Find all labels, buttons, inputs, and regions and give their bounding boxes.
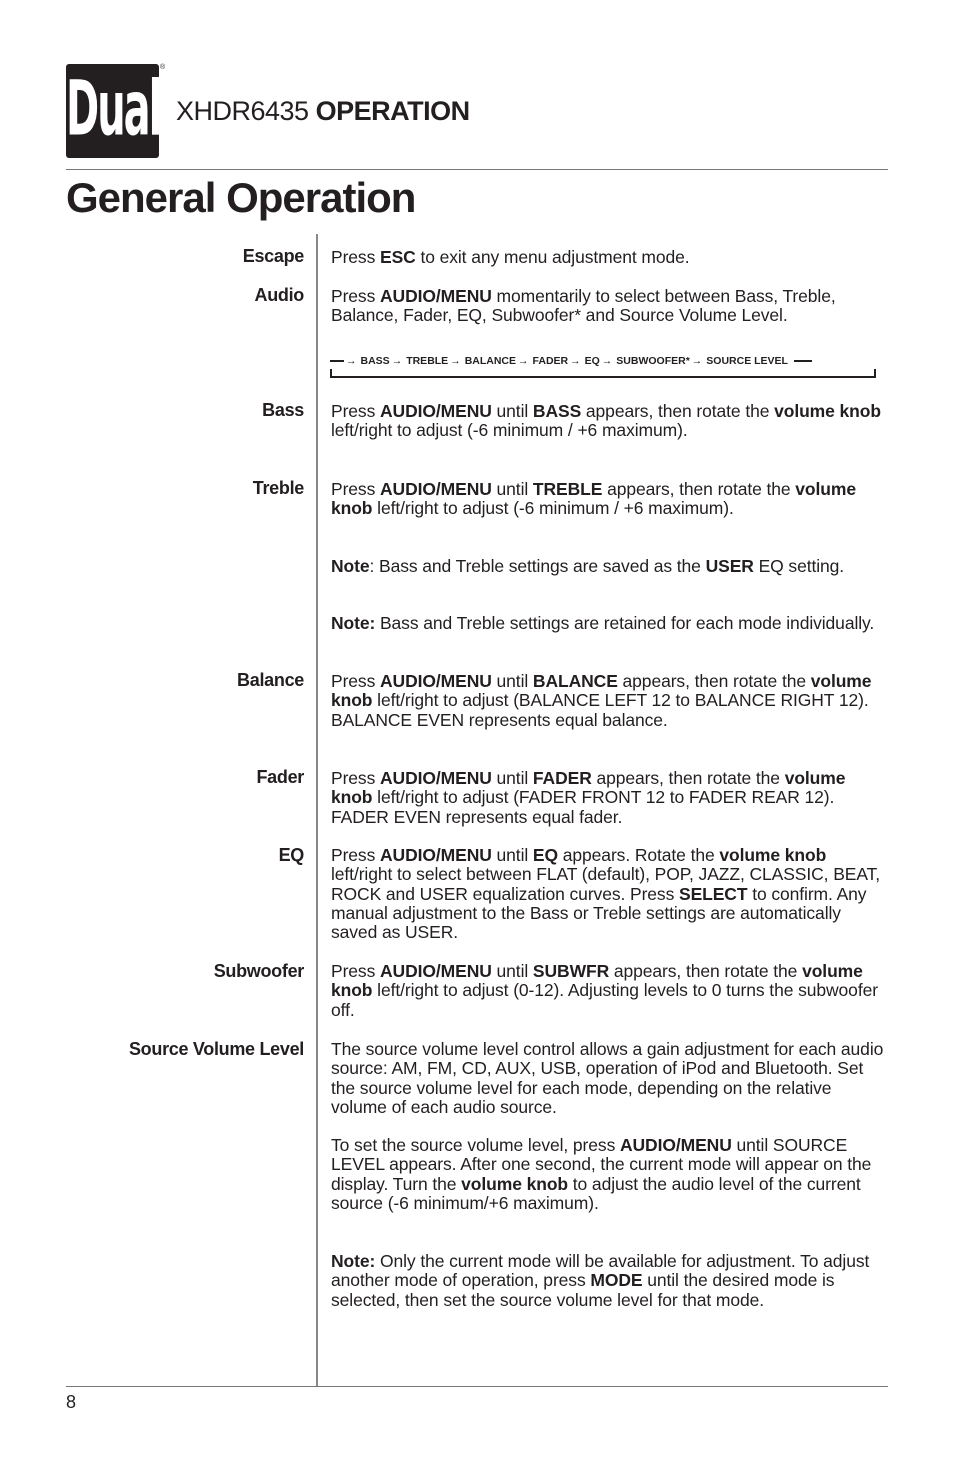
- footer-rule: [66, 1386, 888, 1387]
- arrow-right-icon: →: [518, 355, 529, 367]
- registered-mark: ®: [160, 64, 166, 71]
- subwoofer-text: Press AUDIO/MENU until SUBWFR appears, then rotate the volume knob left/right to adjust (0-12). Adjusting levels to 0 turns the subwoofer off.: [331, 961, 878, 1020]
- label-escape: Escape: [242, 246, 304, 266]
- source-volume-text: The source volume level control allows a gain adjustment for each audio source: AM, FM, CD, AUX, USB, operation of iPod and Bluetooth. Set the source volume level for each mode, depending on the relative volume of each audio source.: [331, 1039, 884, 1117]
- label-audio: Audio: [254, 285, 304, 305]
- audio-flow-diagram: [330, 353, 878, 369]
- label-source-volume-level: Source Volume Level: [128, 1039, 304, 1059]
- source-volume-instructions: To set the source volume level, press AUDIO/MENU until SOURCE LEVEL appears. After one second, the current mode will appear on the display. Turn the volume knob to adjust the audio level of the current source (-6 minimum/+6 maximum).: [331, 1135, 872, 1213]
- escape-text: Press ESC to exit any menu adjustment mode.: [331, 247, 690, 267]
- label-fader: Fader: [256, 767, 304, 787]
- flow-step: SOURCE LEVEL: [706, 355, 788, 367]
- label-treble: Treble: [252, 478, 304, 498]
- flow-step: BALANCE: [464, 355, 517, 367]
- treble-note-user-eq: Note: Bass and Treble settings are saved as the USER EQ setting.: [331, 556, 845, 576]
- arrow-right-icon: →: [691, 355, 703, 367]
- label-eq: EQ: [278, 845, 304, 865]
- page-number: 8: [66, 1392, 77, 1412]
- arrow-right-icon: →: [601, 355, 613, 367]
- header-rule: [66, 169, 888, 170]
- page-title: General Operation: [66, 174, 416, 221]
- eq-text: Press AUDIO/MENU until EQ appears. Rotate the volume knob left/right to select between FLAT (default), POP, JAZZ, CLASSIC, BEAT, ROCK and USER equalization curves. Press SELECT to confirm. Any manual adjustment to the Bass or Treble settings are automatically saved as USER.: [331, 845, 881, 943]
- flow-line-start: [330, 360, 344, 362]
- label-subwoofer: Subwoofer: [213, 961, 304, 981]
- source-volume-note: Note: Only the current mode will be available for adjustment. To adjust another mode of operation, press MODE until the desired mode is selected, then set the source volume level for that mode.: [331, 1251, 870, 1310]
- flow-step: EQ: [584, 355, 600, 367]
- audio-text: Press AUDIO/MENU momentarily to select between Bass, Treble, Balance, Fader, EQ, Subwoofer* and Source Volume Level.: [331, 286, 836, 326]
- label-balance: Balance: [237, 670, 304, 690]
- bass-text: Press AUDIO/MENU until BASS appears, then rotate the volume knob left/right to adjust (-6 minimum / +6 maximum).: [331, 401, 881, 441]
- model-name: XHDR6435: [176, 96, 309, 126]
- flow-step: TREBLE: [406, 355, 449, 367]
- flow-step: SUBWOOFER*: [616, 355, 690, 367]
- treble-note-retained: Note: Bass and Treble settings are retained for each mode individually.: [331, 613, 875, 633]
- balance-text: Press AUDIO/MENU until BALANCE appears, then rotate the volume knob left/right to adjust (BALANCE LEFT 12 to BALANCE RIGHT 12). BALANCE EVEN represents equal balance.: [331, 671, 872, 730]
- fader-text: Press AUDIO/MENU until FADER appears, then rotate the volume knob left/right to adjust (FADER FRONT 12 to FADER REAR 12). FADER EVEN represents equal fader.: [331, 768, 846, 827]
- flow-step: BASS: [360, 355, 390, 367]
- label-bass: Bass: [262, 400, 304, 420]
- flow-line-end: [794, 360, 812, 362]
- flow-step: FADER: [532, 355, 569, 367]
- arrow-right-icon: →: [450, 355, 461, 367]
- dual-logo: [66, 64, 159, 158]
- section-name: OPERATION: [315, 96, 470, 126]
- arrow-right-icon: →: [391, 355, 403, 367]
- header-title: [176, 96, 470, 127]
- arrow-right-icon: →: [570, 355, 581, 367]
- column-divider: [316, 234, 318, 1386]
- arrow-right-icon: →: [346, 355, 357, 367]
- logo-text: Dual: [66, 66, 161, 154]
- treble-text: Press AUDIO/MENU until TREBLE appears, then rotate the volume knob left/right to adjust (-6 minimum / +6 maximum).: [331, 479, 856, 519]
